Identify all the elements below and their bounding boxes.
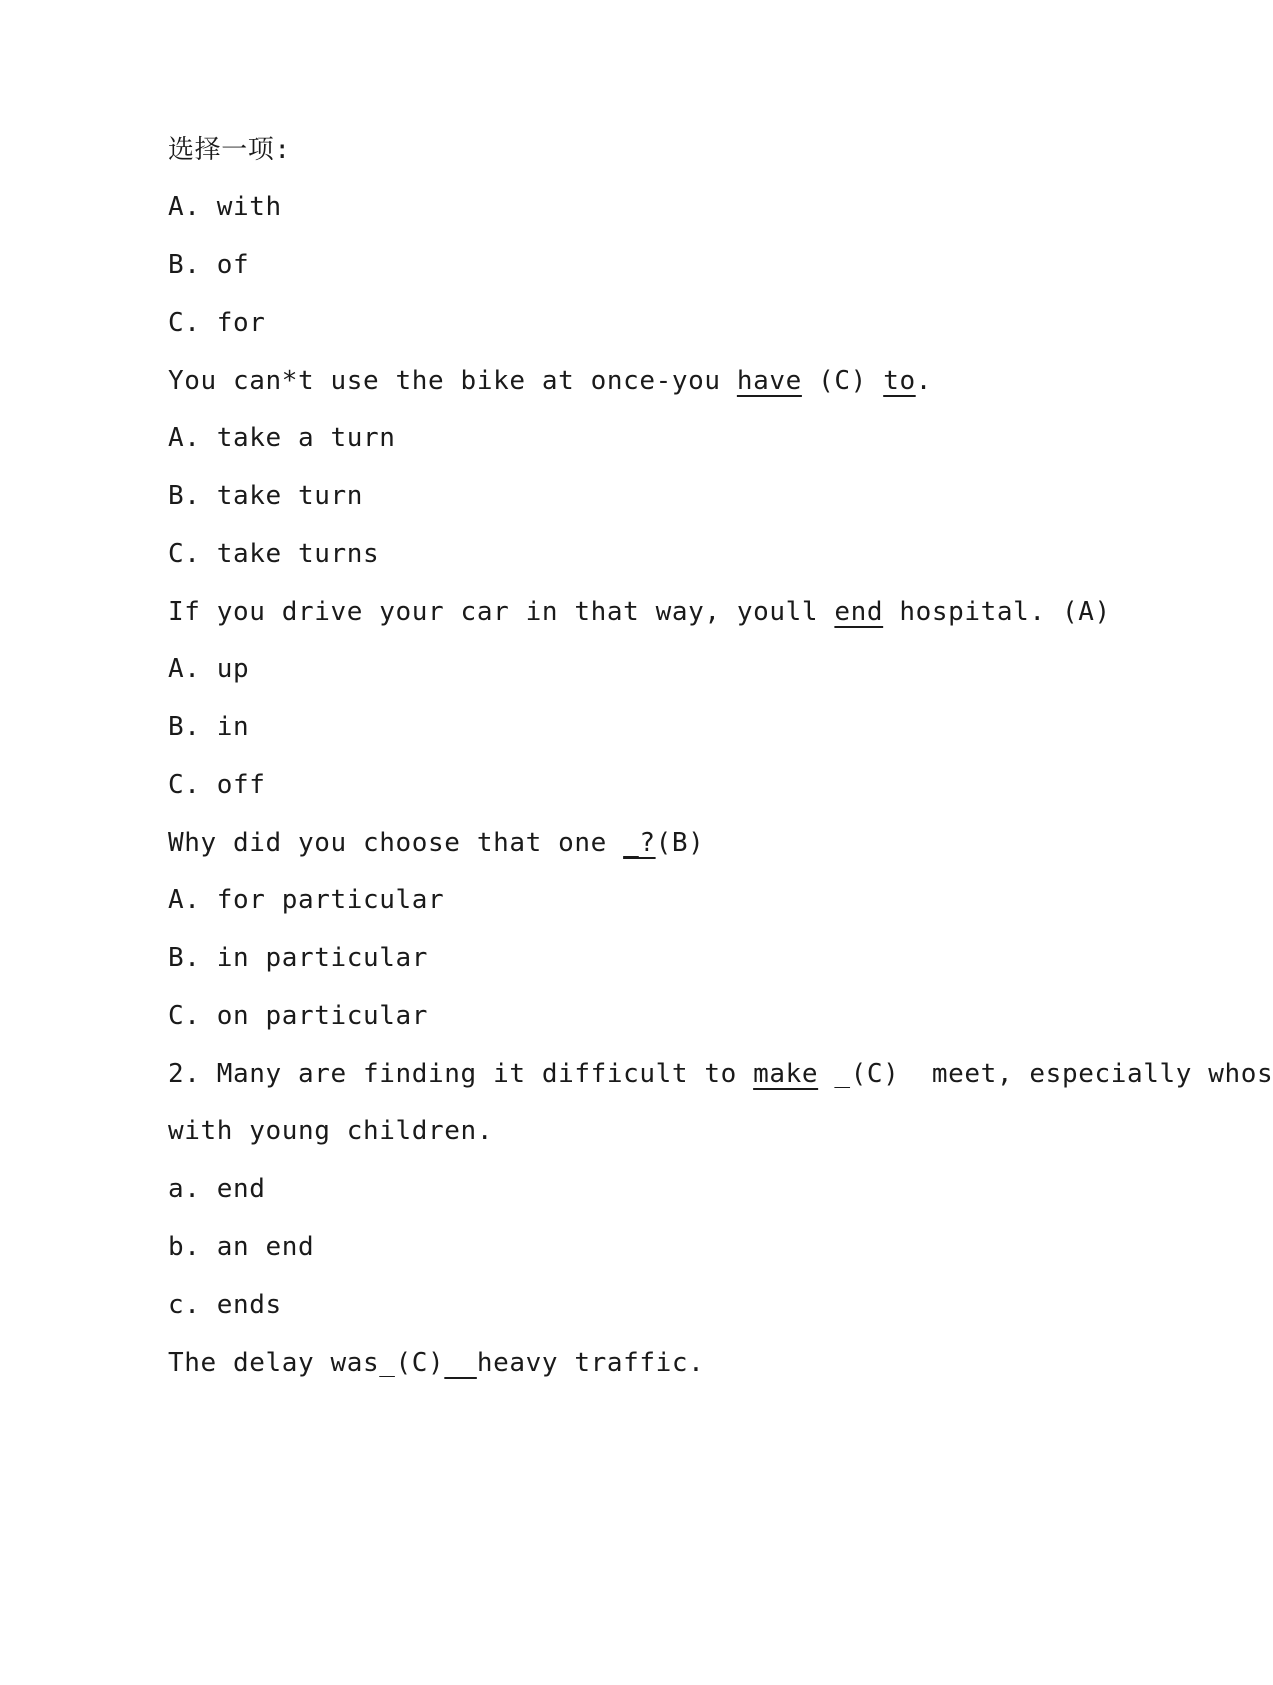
q5-blank: make [753, 1059, 819, 1089]
q2-stem [168, 364, 932, 398]
q4-option-b: B. in particular [168, 943, 429, 973]
q3-stem-after: hospital. (A) [883, 597, 1111, 627]
q2-option-c: C. take turns [168, 539, 380, 569]
q4-option-c: C. on particular [168, 1001, 429, 1031]
q2-blank-1: have [736, 366, 802, 396]
q3-stem [168, 595, 1111, 629]
q5-stem-before: 2. Many are finding it difficult to [168, 1059, 754, 1089]
q2-blank-2: to [883, 366, 916, 396]
q5-stem-after: _(C) meet, especially whos [818, 1059, 1273, 1089]
q2-gap [802, 366, 818, 396]
q2-stem-before: You can*t use the bike at once-you [168, 366, 737, 396]
q6-stem-after: heavy traffic. [476, 1348, 705, 1378]
q2-option-a: A. take a turn [168, 423, 396, 453]
q3-stem-before: If you drive your car in that way, youll [168, 597, 835, 627]
q6-stem [168, 1346, 704, 1380]
prompt-label: 选择一项: [168, 135, 291, 165]
q4-stem-after: (B) [655, 828, 705, 858]
q1-option-a: A. with [168, 192, 282, 222]
q3-option-a: A. up [168, 654, 250, 684]
q5-option-c: c. ends [168, 1290, 282, 1320]
q4-blank: _? [623, 828, 656, 858]
q6-stem-before: The delay was_(C) [168, 1348, 445, 1378]
q5-option-a: a. end [168, 1174, 266, 1204]
q3-option-b: B. in [168, 712, 250, 742]
q2-stem-after: . [915, 366, 932, 396]
q6-blank [444, 1348, 477, 1378]
q2-option-b: B. take turn [168, 481, 364, 511]
q5-stem-line-1 [168, 1057, 1273, 1091]
q4-stem [168, 826, 704, 860]
q5-stem-line-2: with young children. [168, 1116, 494, 1146]
q5-option-b: b. an end [168, 1232, 315, 1262]
q2-gap-2 [867, 366, 883, 396]
q3-option-c: C. off [168, 770, 266, 800]
q4-stem-before: Why did you choose that one [168, 828, 624, 858]
q1-option-c: C. for [168, 308, 266, 338]
q3-blank: end [834, 597, 884, 627]
q4-option-a: A. for particular [168, 885, 445, 915]
q2-answer: (C) [818, 366, 867, 396]
q1-option-b: B. of [168, 250, 250, 280]
